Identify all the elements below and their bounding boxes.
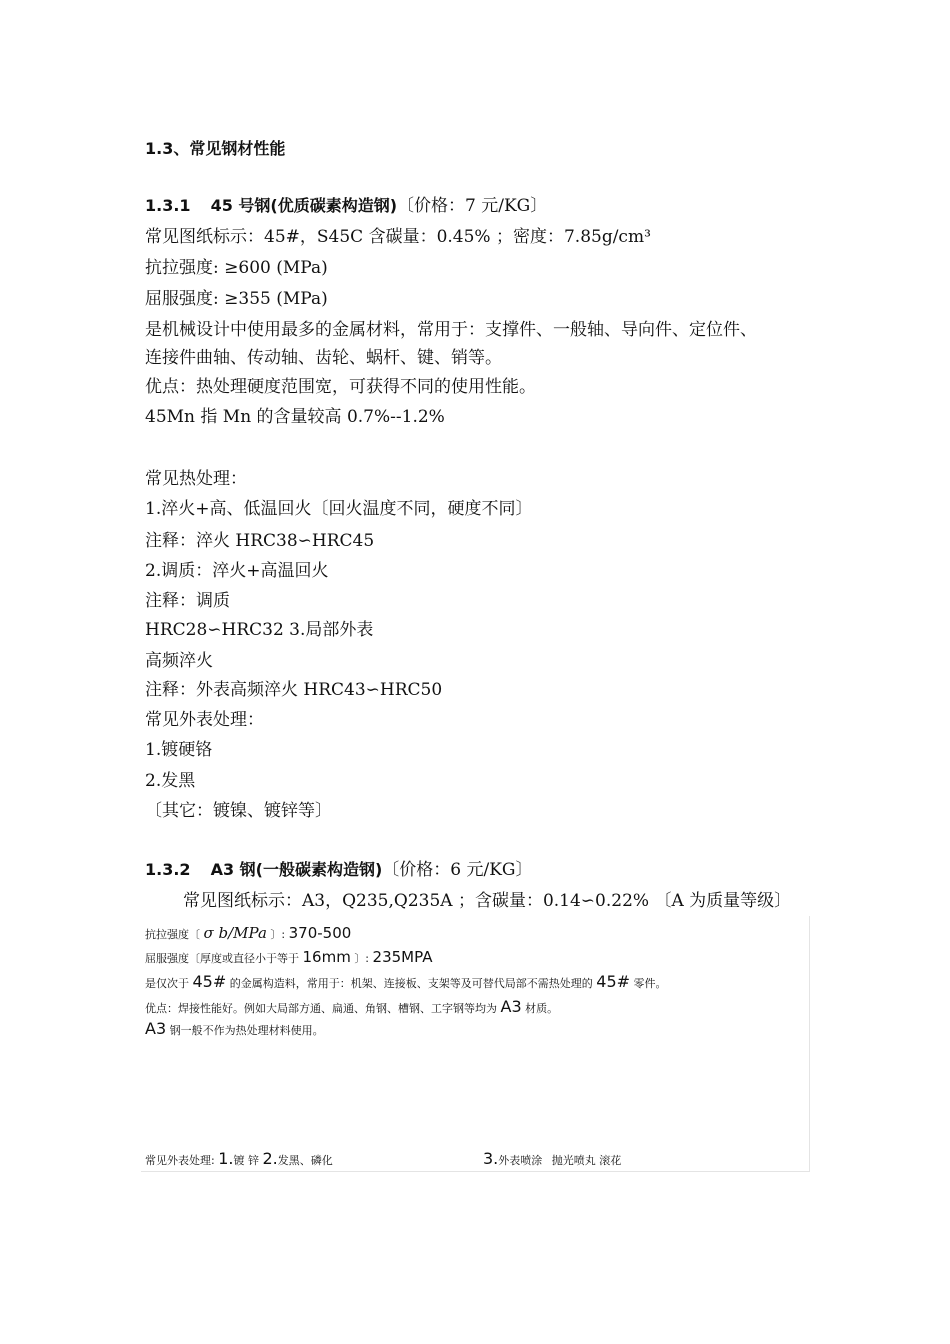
heat-line: 1.镀硬铬 (145, 740, 213, 760)
use-text: 是仅次于 (145, 977, 189, 990)
heat-line: 注释：外表高频淬火 HRC43∽HRC50 (145, 680, 443, 700)
heading-number: 1.3.1 (145, 196, 191, 215)
paragraph-line: 优点：热处理硬度范围宽，可获得不同的使用性能。 (145, 377, 536, 397)
item-number: 2. (262, 1149, 278, 1168)
item-number: 3. (483, 1149, 499, 1168)
heading-number: 1.3.2 (145, 860, 191, 879)
advantage-text: 材质。 (525, 1002, 559, 1015)
surface-item: 发黑、磷化 (277, 1154, 333, 1167)
surface-item: 外表喷涂 (498, 1154, 543, 1167)
tensile-close: 〕: (270, 928, 286, 941)
heat-line: 注释：调质 (145, 591, 230, 611)
heading-1-3-1 (145, 198, 547, 215)
item-number: 1. (218, 1149, 234, 1168)
yield-label: 屈服强度〔厚度或直径小于等于 (145, 952, 299, 965)
paragraph-line: 45Mn 指 Mn 的含量较高 0.7%--1.2% (145, 407, 445, 427)
heat-line: 2.调质：淬火+高温回火 (145, 561, 329, 581)
heat-line: 常见热处理： (145, 469, 247, 489)
paragraph-line: 常见图纸标示：45#，S45C 含碳量：0.45% ；密度：7.85g/cm³ (145, 227, 651, 247)
advantage-text: 优点：焊接性能好。例如大局部方通、扁通、角钢、槽钢、工字钢等均为 (145, 1002, 497, 1015)
section-title: 1.3、常见钢材性能 (145, 139, 286, 158)
grade-a3: A3 (145, 1019, 167, 1038)
heat-line: HRC28∽HRC32 3.局部外表 (145, 620, 374, 640)
use-text: 零件。 (633, 977, 667, 990)
paragraph-line: 抗拉强度: ≥600 (MPa) (145, 258, 328, 278)
yield-line (145, 950, 432, 965)
note-line (145, 1021, 324, 1037)
heading-name: 45 号钢(优质碳素构造钢) (210, 196, 398, 215)
tensile-value: 370-500 (288, 924, 352, 942)
heat-line: 〔其它：镀镍、镀锌等〕 (145, 801, 332, 821)
yield-close: 〕: (354, 952, 370, 965)
yield-size: 16mm (302, 948, 351, 966)
heat-line: 常见外表处理： (145, 710, 264, 730)
paragraph-line: 是机械设计中使用最多的金属材料，常用于：支撑件、一般轴、导向件、定位件、 (145, 320, 757, 340)
heat-line: 高频淬火 (145, 651, 213, 671)
heat-line: 注释：淬火 HRC38∽HRC45 (145, 531, 375, 551)
surface-line (145, 1151, 333, 1167)
heading-price: 〔价格：7 元/KG〕 (397, 196, 548, 216)
yield-value: 235MPA (372, 948, 433, 966)
paragraph-line: 屈服强度: ≥355 (MPa) (145, 289, 328, 309)
grade-45: 45# (192, 972, 227, 991)
tensile-line (145, 926, 351, 941)
grade-45: 45# (596, 972, 631, 991)
note-text: 钢一般不作为热处理材料使用。 (169, 1024, 324, 1037)
grade-a3: A3 (500, 997, 522, 1016)
heading-name: A3 钢(一般碳素构造钢) (210, 860, 383, 879)
surface-line-2 (483, 1151, 621, 1167)
sigma-symbol: σ b/MPa (203, 924, 267, 942)
use-line (145, 974, 667, 990)
heading-1-3-2 (145, 862, 533, 879)
tensile-label: 抗拉强度〔 (145, 928, 200, 941)
use-text: 的金属构造料，常用于：机架、连接板、支架等及可替代局部不需热处理的 (229, 977, 593, 990)
surface-label: 常见外表处理: (145, 1154, 215, 1167)
surface-item: 抛光喷丸 滚花 (551, 1154, 622, 1167)
mark-line: 常见图纸标示：A3，Q235,Q235A ；含碳量：0.14∽0.22% 〔A 为质量等级〕 (183, 891, 792, 911)
surface-item: 镀 锌 (233, 1154, 259, 1167)
heat-line: 1.淬火+高、低温回火〔回火温度不同，硬度不同〕 (145, 499, 533, 519)
advantage-line (145, 999, 558, 1015)
heat-line: 2.发黑 (145, 771, 196, 791)
heading-price: 〔价格：6 元/KG〕 (382, 860, 533, 880)
paragraph-line: 连接件曲轴、传动轴、齿轮、蜗杆、键、销等。 (145, 348, 502, 368)
